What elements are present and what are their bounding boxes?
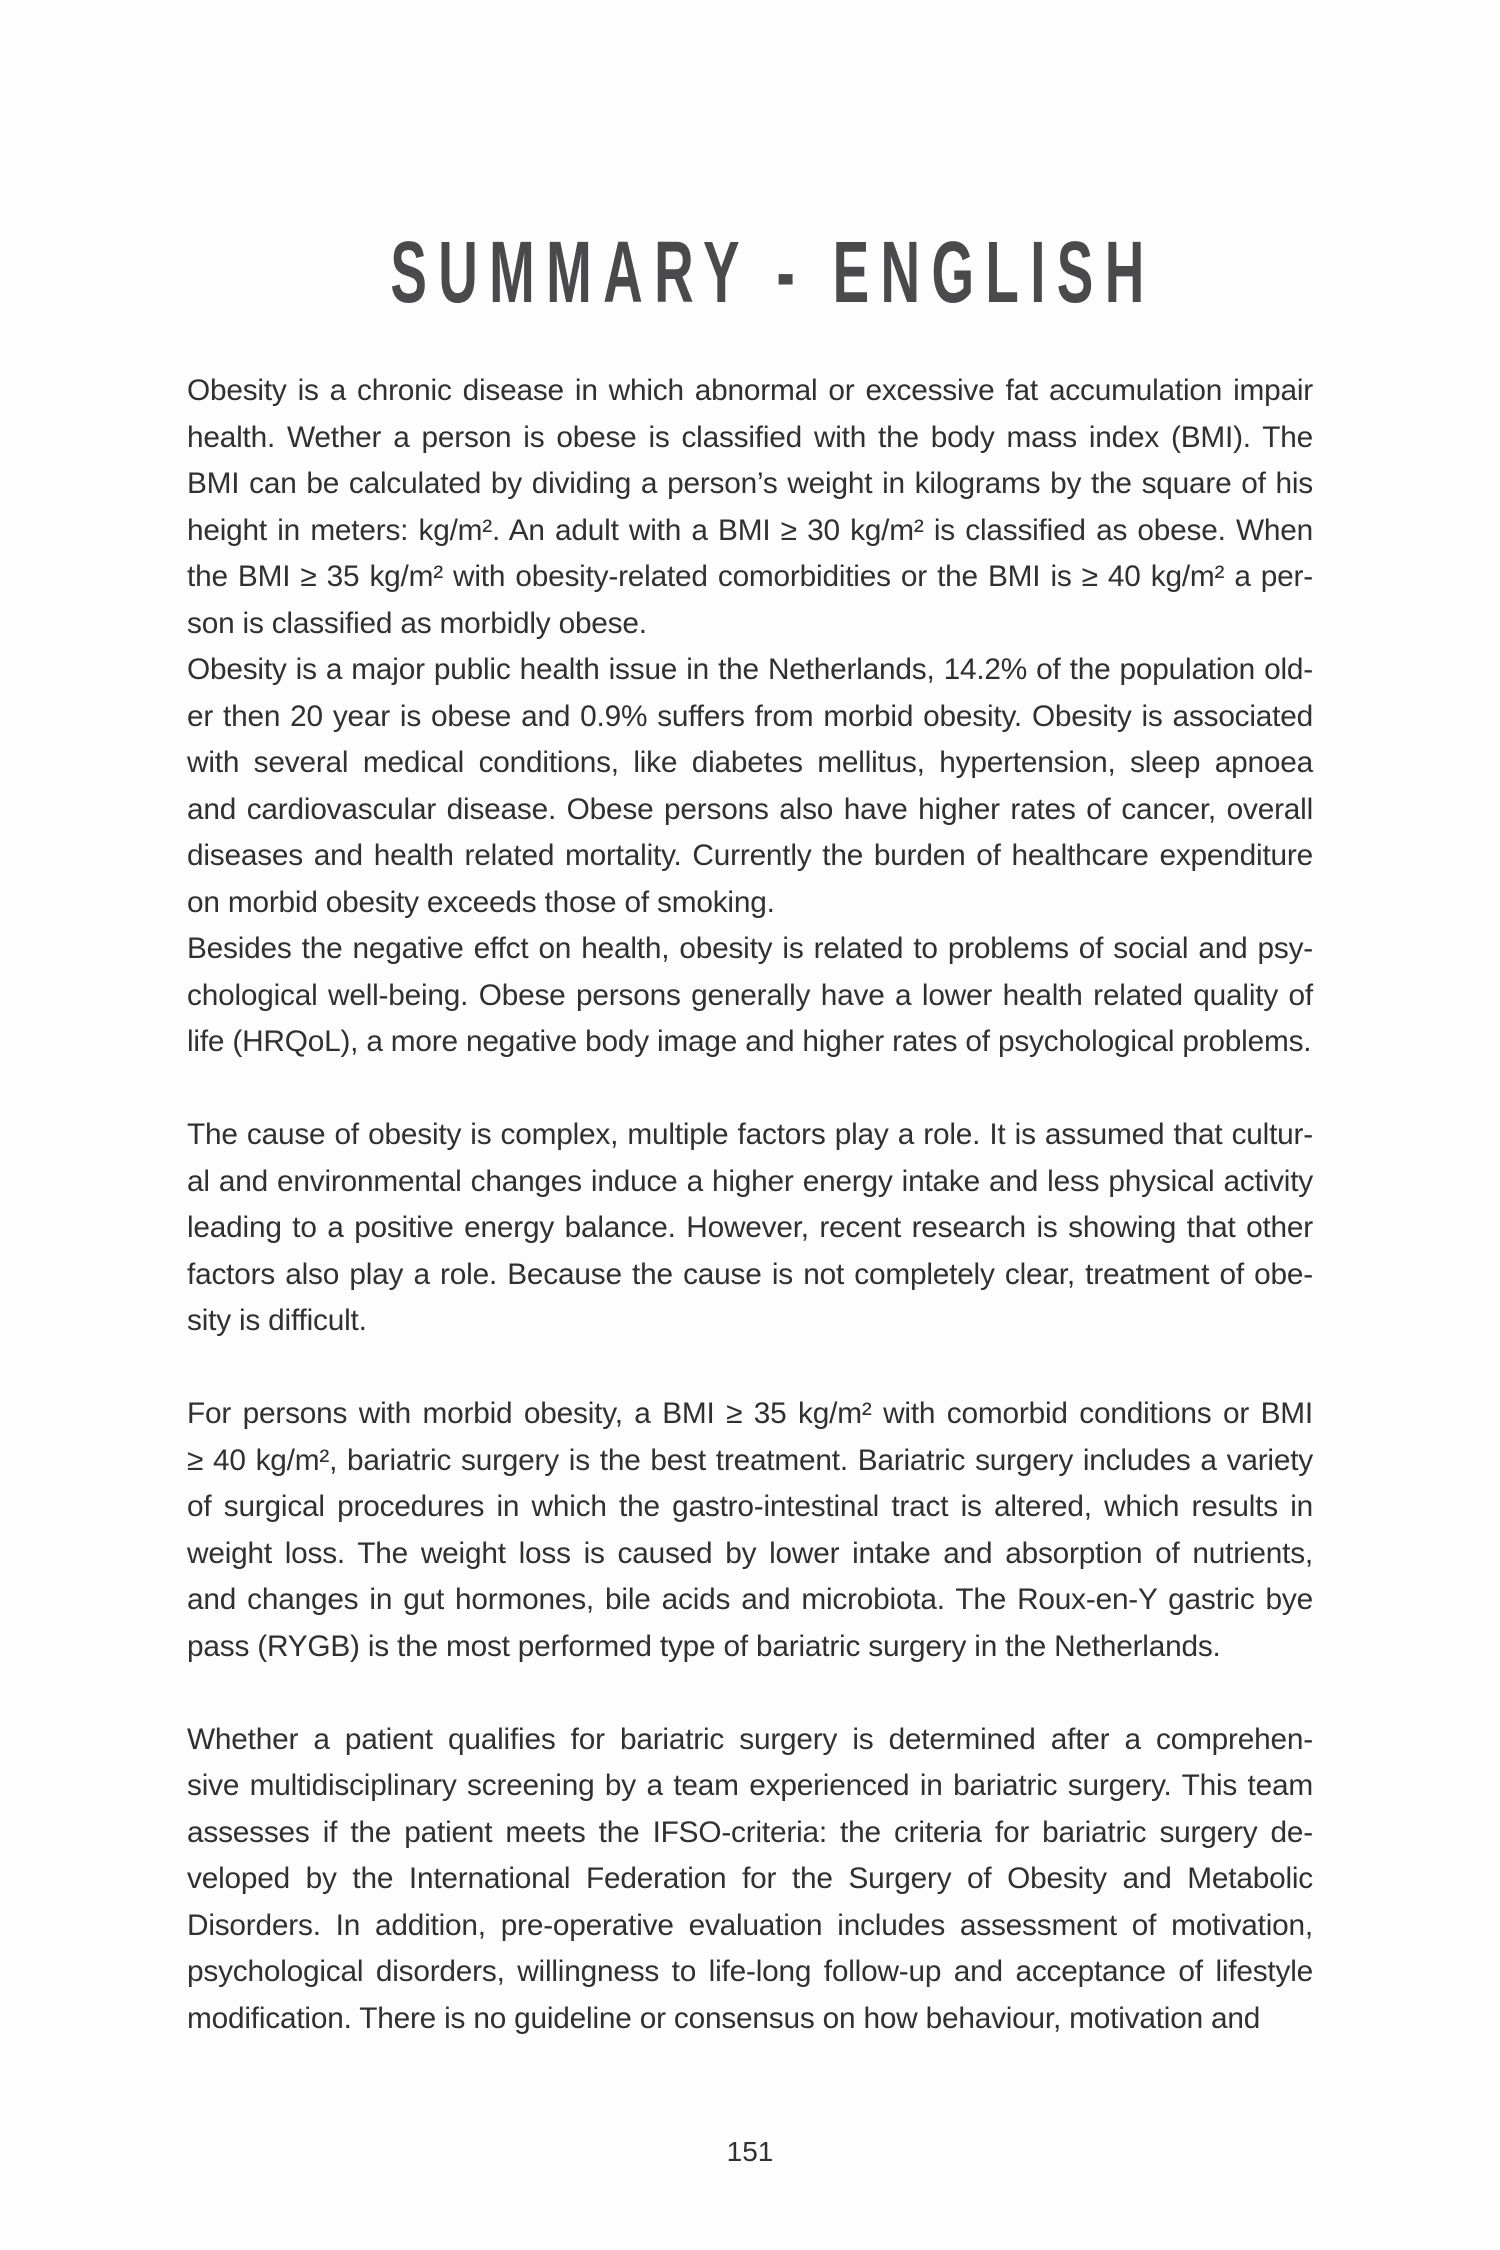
text-line: and changes in gut hormones, bile acids and microbiota. The Roux-en-Y gastric bye — [187, 1583, 1313, 1616]
text-line: pass (RYGB) is the most performed type of bariatric surgery in the Netherlands. — [187, 1629, 1221, 1663]
text-line: leading to a positive energy balance. However, recent research is showing that other — [187, 1211, 1313, 1244]
text-line: with several medical conditions, like diabetes mellitus, hypertension, sleep apnoea — [187, 746, 1313, 779]
text-line: The cause of obesity is complex, multiple factors play a role. It is assumed that cultur- — [187, 1118, 1313, 1151]
text-line: Obesity is a major public health issue in the Netherlands, 14.2% of the population old- — [187, 653, 1313, 686]
text-line: For persons with morbid obesity, a BMI ≥ 35 kg/m² with comorbid conditions or BMI — [187, 1397, 1313, 1430]
text-line: chological well-being. Obese persons generally have a lower health related quality of — [187, 978, 1313, 1012]
text-line: life (HRQoL), a more negative body image and higher rates of psychological problems. — [187, 1025, 1312, 1058]
text-line: factors also play a role. Because the cause is not completely clear, treatment of obe- — [187, 1257, 1313, 1291]
text-line: Disorders. In addition, pre-operative evaluation includes assessment of motivation, — [187, 1908, 1313, 1942]
text-line: height in meters: kg/m². An adult with a BMI ≥ 30 kg/m² is classified as obese. When — [187, 513, 1313, 547]
paragraph — [187, 1391, 1313, 1670]
text-line: al and environmental changes induce a higher energy intake and less physical activity — [187, 1164, 1313, 1198]
text-line: Besides the negative effct on health, obesity is related to problems of social and psy- — [187, 932, 1313, 965]
text-line: the BMI ≥ 35 kg/m² with obesity-related comorbidities or the BMI is ≥ 40 kg/m² a per- — [187, 560, 1313, 593]
text-line: of surgical procedures in which the gastro-intestinal tract is altered, which results in — [187, 1490, 1313, 1523]
text-line: on morbid obesity exceeds those of smoking. — [187, 885, 775, 919]
paragraph — [187, 368, 1313, 647]
paragraph — [187, 926, 1313, 1066]
text-line: and cardiovascular disease. Obese persons also have higher rates of cancer, overall — [187, 792, 1313, 826]
text-line: Obesity is a chronic disease in which abnormal or excessive fat accumulation impair — [187, 374, 1313, 407]
summary-text — [187, 368, 1313, 2042]
text-line: Whether a patient qualifies for bariatric surgery is determined after a comprehen- — [187, 1722, 1313, 1756]
page-title: SUMMARY - ENGLISH — [390, 224, 1156, 322]
text-line: son is classified as morbidly obese. — [187, 606, 647, 640]
page-number: 151 — [726, 2136, 774, 2167]
text-line: assesses if the patient meets the IFSO-criteria: the criteria for bariatric surgery de- — [187, 1815, 1313, 1849]
text-line: sity is difficult. — [187, 1304, 367, 1337]
text-line: ≥ 40 kg/m², bariatric surgery is the best treatment. Bariatric surgery includes a variety — [187, 1443, 1313, 1477]
text-line: er then 20 year is obese and 0.9% suffers from morbid obesity. Obesity is associated — [187, 699, 1313, 733]
text-line: BMI can be calculated by dividing a person’s weight in kilograms by the square of his — [187, 467, 1313, 500]
text-line: diseases and health related mortality. Currently the burden of healthcare expenditure — [187, 839, 1313, 872]
text-line: health. Wether a person is obese is classified with the body mass index (BMI). The — [187, 420, 1313, 454]
text-line: sive multidisciplinary screening by a team experienced in bariatric surgery. This team — [187, 1769, 1313, 1802]
text-line: veloped by the International Federation for the Surgery of Obesity and Metabolic — [187, 1862, 1313, 1895]
paragraph — [187, 1717, 1313, 2043]
text-line: weight loss. The weight loss is caused by lower intake and absorption of nutrients, — [187, 1536, 1313, 1570]
text-line: modification. There is no guideline or consensus on how behaviour, motivation and — [187, 2001, 1261, 2035]
text-line: psychological disorders, willingness to life-long follow-up and acceptance of lifestyle — [187, 1955, 1313, 1988]
paragraph — [187, 1112, 1313, 1345]
paragraph — [187, 647, 1313, 926]
